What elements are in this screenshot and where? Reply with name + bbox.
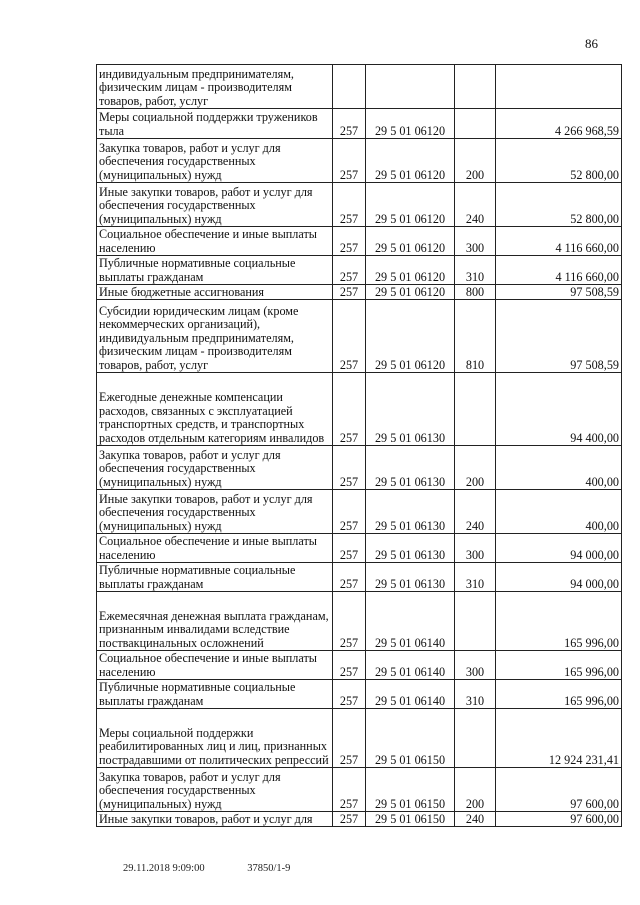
cell-sum: 52 800,00 [496, 139, 622, 183]
cell-name: Закупка товаров, работ и услуг для обеспечения государственных (муниципальных) нужд [97, 139, 333, 183]
cell-name: Социальное обеспечение и иные выплаты населению [97, 227, 333, 256]
cell-code: 257 [333, 183, 366, 227]
cell-csr: 29 5 01 06150 [366, 709, 455, 768]
table-row [97, 534, 622, 563]
cell-csr: 29 5 01 06150 [366, 812, 455, 827]
cell-code: 257 [333, 490, 366, 534]
cell-code: 257 [333, 227, 366, 256]
cell-name: Публичные нормативные социальные выплаты гражданам [97, 680, 333, 709]
cell-vr: 240 [455, 490, 496, 534]
table-row [97, 812, 622, 827]
cell-name: Закупка товаров, работ и услуг для обеспечения государственных (муниципальных) нужд [97, 446, 333, 490]
cell-code: 257 [333, 446, 366, 490]
cell-code: 257 [333, 768, 366, 812]
cell-vr: 200 [455, 446, 496, 490]
cell-code: 257 [333, 651, 366, 680]
cell-csr: 29 5 01 06120 [366, 109, 455, 139]
cell-csr: 29 5 01 06130 [366, 490, 455, 534]
table-row [97, 256, 622, 285]
table-row [97, 139, 622, 183]
cell-code: 257 [333, 256, 366, 285]
cell-sum: 12 924 231,41 [496, 709, 622, 768]
cell-csr: 29 5 01 06130 [366, 446, 455, 490]
cell-code: 257 [333, 109, 366, 139]
table-row [97, 651, 622, 680]
cell-name: Иные бюджетные ассигнования [97, 285, 333, 300]
cell-name: Ежемесячная денежная выплата гражданам, признанным инвалидами вследствие поствакцинальных осложнений [97, 592, 333, 651]
page-footer [123, 863, 330, 874]
cell-sum: 4 116 660,00 [496, 227, 622, 256]
cell-csr: 29 5 01 06120 [366, 139, 455, 183]
cell-name: Субсидии юридическим лицам (кроме некоммерческих организаций), индивидуальным предпринимателям, физическим лицам - производителям товаров, работ, услуг [97, 300, 333, 373]
cell-code: 257 [333, 285, 366, 300]
cell-sum: 97 600,00 [496, 768, 622, 812]
cell-vr: 200 [455, 768, 496, 812]
cell-vr [455, 709, 496, 768]
cell-csr: 29 5 01 06120 [366, 227, 455, 256]
cell-code: 257 [333, 592, 366, 651]
budget-table-body [97, 65, 622, 827]
cell-name: Иные закупки товаров, работ и услуг для обеспечения государственных (муниципальных) нужд [97, 490, 333, 534]
table-row [97, 285, 622, 300]
table-row [97, 592, 622, 651]
cell-csr: 29 5 01 06140 [366, 651, 455, 680]
cell-name: Социальное обеспечение и иные выплаты населению [97, 534, 333, 563]
cell-name: Меры социальной поддержки реабилитированных лиц и лиц, признанных пострадавшими от политических репрессий [97, 709, 333, 768]
table-row [97, 768, 622, 812]
cell-vr: 800 [455, 285, 496, 300]
cell-csr: 29 5 01 06140 [366, 680, 455, 709]
cell-name: Иные закупки товаров, работ и услуг для обеспечения государственных (муниципальных) нужд [97, 183, 333, 227]
cell-csr: 29 5 01 06120 [366, 256, 455, 285]
cell-csr: 29 5 01 06150 [366, 768, 455, 812]
table-row [97, 680, 622, 709]
budget-table [96, 64, 622, 827]
cell-csr: 29 5 01 06120 [366, 183, 455, 227]
cell-name: индивидуальным предпринимателям, физическим лицам - производителям товаров, работ, услуг [97, 65, 333, 109]
cell-vr: 310 [455, 563, 496, 592]
cell-sum: 400,00 [496, 490, 622, 534]
cell-name: Социальное обеспечение и иные выплаты населению [97, 651, 333, 680]
table-row [97, 446, 622, 490]
cell-sum: 4 116 660,00 [496, 256, 622, 285]
cell-name: Закупка товаров, работ и услуг для обеспечения государственных (муниципальных) нужд [97, 768, 333, 812]
cell-code: 257 [333, 680, 366, 709]
cell-vr: 310 [455, 256, 496, 285]
cell-sum: 165 996,00 [496, 680, 622, 709]
cell-vr: 240 [455, 812, 496, 827]
cell-sum: 97 508,59 [496, 285, 622, 300]
cell-sum: 94 000,00 [496, 534, 622, 563]
cell-code [333, 65, 366, 109]
cell-code: 257 [333, 563, 366, 592]
cell-vr: 300 [455, 534, 496, 563]
cell-name: Иные закупки товаров, работ и услуг для [97, 812, 333, 827]
cell-csr: 29 5 01 06130 [366, 534, 455, 563]
cell-vr: 240 [455, 183, 496, 227]
cell-csr [366, 65, 455, 109]
cell-csr: 29 5 01 06140 [366, 592, 455, 651]
cell-vr: 310 [455, 680, 496, 709]
cell-code: 257 [333, 300, 366, 373]
cell-vr: 300 [455, 651, 496, 680]
cell-csr: 29 5 01 06130 [366, 373, 455, 446]
cell-vr: 810 [455, 300, 496, 373]
page-number: 86 [585, 36, 598, 51]
cell-code: 257 [333, 139, 366, 183]
table-row [97, 300, 622, 373]
cell-code: 257 [333, 373, 366, 446]
footer-doc-id: 37850/1-9 [247, 863, 291, 874]
cell-csr: 29 5 01 06130 [366, 563, 455, 592]
cell-sum: 4 266 968,59 [496, 109, 622, 139]
table-row [97, 65, 622, 109]
cell-name: Публичные нормативные социальные выплаты гражданам [97, 563, 333, 592]
cell-name: Ежегодные денежные компенсации расходов, связанных с эксплуатацией транспортных средств, и транспортных расходов отдельным категориям инвалидов [97, 373, 333, 446]
cell-csr: 29 5 01 06120 [366, 300, 455, 373]
cell-vr [455, 592, 496, 651]
cell-sum [496, 65, 622, 109]
table-row [97, 183, 622, 227]
cell-vr: 200 [455, 139, 496, 183]
cell-name: Меры социальной поддержки тружеников тыла [97, 109, 333, 139]
cell-sum: 94 400,00 [496, 373, 622, 446]
cell-vr [455, 65, 496, 109]
cell-vr [455, 109, 496, 139]
cell-sum: 94 000,00 [496, 563, 622, 592]
table-row [97, 227, 622, 256]
cell-code: 257 [333, 812, 366, 827]
table-row [97, 109, 622, 139]
cell-sum: 400,00 [496, 446, 622, 490]
table-row [97, 563, 622, 592]
cell-csr: 29 5 01 06120 [366, 285, 455, 300]
cell-name: Публичные нормативные социальные выплаты гражданам [97, 256, 333, 285]
cell-sum: 97 600,00 [496, 812, 622, 827]
cell-sum: 52 800,00 [496, 183, 622, 227]
cell-code: 257 [333, 534, 366, 563]
table-row [97, 490, 622, 534]
cell-sum: 165 996,00 [496, 592, 622, 651]
cell-code: 257 [333, 709, 366, 768]
table-row [97, 373, 622, 446]
cell-sum: 165 996,00 [496, 651, 622, 680]
cell-sum: 97 508,59 [496, 300, 622, 373]
cell-vr [455, 373, 496, 446]
cell-vr: 300 [455, 227, 496, 256]
footer-timestamp: 29.11.2018 9:09:00 [123, 863, 205, 874]
table-row [97, 709, 622, 768]
